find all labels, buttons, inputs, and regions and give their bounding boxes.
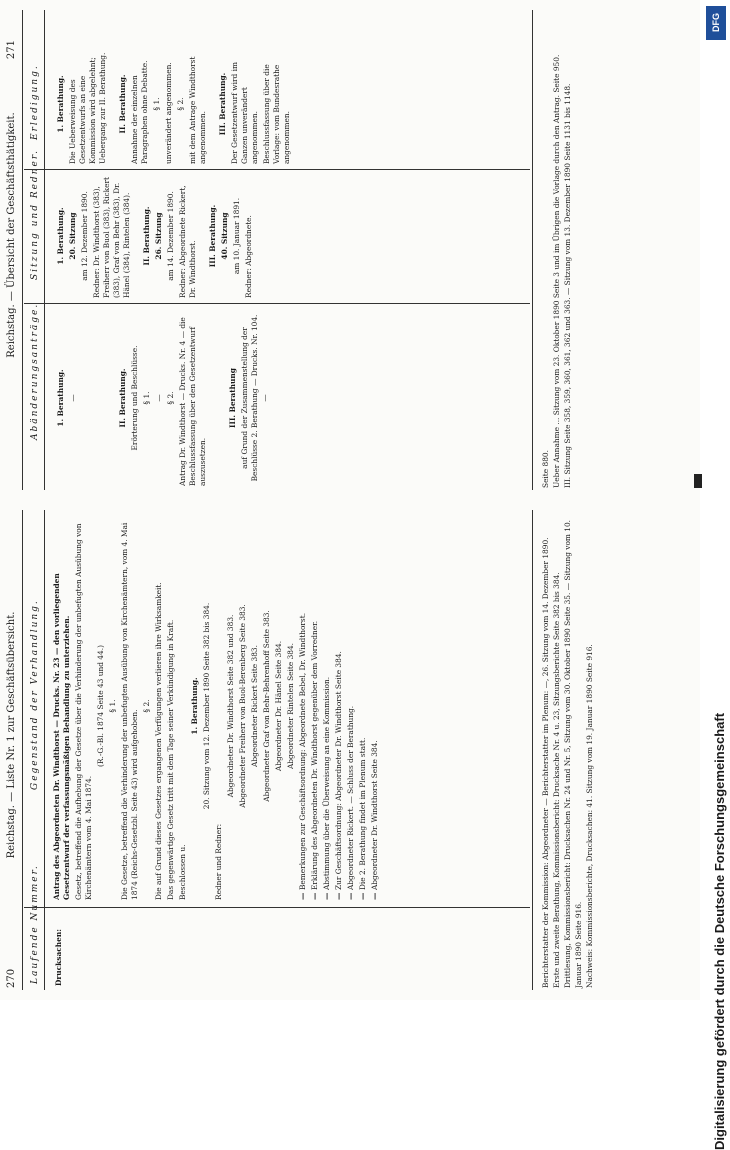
scan-edge-mark — [694, 474, 702, 488]
dash-item: — Bemerkungen zur Geschäftsordnung: Abgeordnete Bebel, Dr. Windthorst. — [298, 612, 307, 900]
speakers: Redner: Dr. Windthorst (383), Freiherr von Buol (383), Rickert (383), Graf von Behr (383), Dr. Hänel (384), Rintelen (384). — [92, 176, 131, 298]
reading-label: III. Berathung. — [208, 204, 217, 268]
speakers-heading: Redner und Redner: — [214, 823, 223, 900]
right-page — [0, 0, 700, 500]
page-number: 270 — [6, 968, 17, 988]
amendments-column — [56, 310, 272, 486]
note-line: III. Sitzung Seite 358, 359, 360, 361, 362 und 363. — Sitzung vom 13. Dezember 1890 Seite 1131 bis 1148. — [563, 83, 572, 488]
dash: — — [68, 394, 77, 402]
resolution-text: mit dem Antrage Windthorst angenommen. — [188, 56, 207, 164]
session-number: 40. Sitzung — [220, 212, 229, 260]
session-column — [56, 174, 256, 298]
bottom-notes — [540, 512, 595, 988]
col-head-session: Sitzung und Redner. — [30, 149, 40, 280]
speaker-line: Abgeordneter Rintelen Seite 384. — [286, 642, 295, 770]
speaker-line: Abgeordneter Dr. Windthorst Seite 382 und 383. — [226, 614, 235, 798]
speaker-line: Abgeordneter Rickert Seite 383. — [250, 645, 259, 767]
reading-label: III. Berathung. — [218, 72, 227, 136]
note-line: Ueber Annahme ... Sitzung vom 23. Oktober 1890 Seite 3 und im Übrigen die Vorlage durch den Antrag. Seite 950. — [552, 54, 561, 488]
resolution-text: Die Ueberweisung des Gesetzentwurfs an eine Kommission wird abgelehnt; Uebergang zur II. Berathung. — [68, 52, 107, 164]
column-divider — [24, 169, 530, 170]
dash-item: — Abgeordneter Dr. Windthorst Seite 384. — [370, 740, 379, 900]
resolution-column — [56, 44, 294, 164]
reading-label: II. Berathung. — [118, 368, 127, 428]
col-head-rule — [44, 510, 45, 990]
speakers: Redner: Abgeordnete. — [244, 215, 253, 298]
speaker-line: Abgeordneter Dr. Hänel Seite 384. — [274, 640, 283, 772]
note-line: Nachweis: Kommissionsberichte, Drucksachen: 41. Sitzung vom 19. Januar 1890 Seite 916. — [585, 644, 594, 988]
amendment-text: auf Grund der Zusammenstellung der Beschlüsse 2. Berathung — Drucks. Nr. 104. — — [240, 314, 269, 482]
left-page — [0, 500, 700, 1000]
speaker-line: Abgeordneter Freiherr von Buol-Berenberg Seite 383. — [238, 604, 247, 808]
dash-item: — Abgeordneter Rickert. — Schluss der Berathung. — [346, 705, 355, 900]
session-number: 26. Sitzung — [154, 212, 163, 260]
reading-label: II. Berathung. — [118, 74, 127, 134]
section-label: § 2. — [176, 97, 185, 111]
section-2: § 2. — [142, 699, 151, 713]
header-rule — [22, 510, 23, 990]
col-head-rule — [44, 10, 45, 490]
speaker-line: Abgeordneter Graf von Behr-Behrenhoff Seite 383. — [262, 610, 271, 802]
in-force-text: Das gegenwärtige Gesetz tritt mit dem Tage seiner Verkündigung in Kraft. — [166, 619, 175, 900]
law-citation: (R.-G.-Bl. 1874 Seite 43 und 44.) — [96, 645, 105, 767]
session-text: 20. Sitzung vom 12. Dezember 1890 Seite 382 bis 384. — [202, 602, 211, 810]
session-date: am 10. Januar 1891. — [232, 197, 241, 275]
dash-item: — Abstimmung über die Überweisung an eine Kommission. — [322, 676, 331, 900]
header-rule — [22, 10, 23, 490]
col-head-resolution: Erledigung. — [30, 64, 40, 140]
dash-item: — Zur Geschäftsordnung: Abgeordneter Dr. Windthorst Seite 384. — [334, 651, 343, 900]
reading-label: III. Berathung — [228, 368, 237, 428]
page-number: 271 — [6, 40, 17, 60]
subject-text — [52, 512, 382, 900]
session-date: am 14. Dezember 1890. — [166, 191, 175, 281]
col-head-subject: Gegenstand der Verhandlung. — [30, 599, 40, 790]
reading-label: 1. Berathung. — [56, 207, 65, 265]
signed-text: Beschlossen u. — [178, 844, 187, 900]
section-label: § 1. — [142, 391, 151, 405]
section-2-text: Die auf Grund dieses Gesetzes ergangenen Verfügungen verlieren ihre Wirksamkeit. — [154, 582, 163, 900]
note-line: Drittlesung, Kommissionsbericht: Drucksachen Nr. 24 und Nr. 5, Sitzung vom 30. Oktober 1890 Seite 35. — Sitzung vom 10. Januar 1890 Seite 916. — [563, 519, 583, 988]
dash-item: — Erklärung des Abgeordneten Dr. Windthorst gegenüber dem Vorredner. — [310, 620, 319, 900]
notes-rule — [532, 10, 533, 490]
dash: — — [154, 394, 163, 402]
reading-label: II. Berathung. — [142, 206, 151, 266]
section-1: § 1. — [108, 699, 117, 713]
reading-note: Erörterung und Beschlüsse. — [130, 345, 139, 451]
resolution-text: Der Gesetzentwurf wird im Ganzen unverändert angenommen. — [230, 62, 259, 164]
motion-paragraph: Antrag des Abgeordneten Dr. Windthorst — Drucks. Nr. 23 — den vorliegenden Gesetzentwurf der verfassungsmäßigen Behandlung zu unterziehen. — [52, 573, 71, 900]
dash-item: — Die 2. Berathung findet im Plenum statt. — [358, 737, 367, 900]
entry-label: Drucksachen: — [54, 929, 63, 986]
section-1-text: Die Gesetze, betreffend die Verhinderung der unbefugten Ausübung von Kirchenämtern, vom 4. Mai 1874 (Reichs-Gesetzbl. Seite 43) wird aufgehoben. — [120, 522, 139, 900]
section-label: § 2. — [166, 391, 175, 405]
session-number: 20. Sitzung — [68, 212, 77, 260]
session-date: am 12. Dezember 1890. — [80, 191, 89, 281]
column-divider — [24, 907, 530, 908]
reading-heading: 1. Berathung. — [190, 677, 199, 735]
bottom-notes — [540, 40, 573, 488]
running-head: Reichstag. — Übersicht der Geschäftsthätigkeit. — [6, 112, 17, 358]
reading-label: 1. Berathung. — [56, 369, 65, 427]
speakers: Redner: Abgeordnete Rickert, Dr. Windthorst. — [178, 185, 197, 298]
resolution-text: Annahme der einzelnen Paragraphen ohne Debatte. — [130, 60, 149, 164]
amendment-text: Antrag Dr. Windthorst — Drucks. Nr. 4 — die Beschlussfassung über den Gesetzentwurf auszusetzen. — [178, 317, 207, 486]
running-head: Reichstag. — Liste Nr. 1 zur Geschäftsübersicht. — [6, 611, 17, 859]
reading-label: 1. Berathung. — [56, 75, 65, 133]
law-title: Gesetz, betreffend die Aufhebung der Gesetze über die Verhinderung der unbefugten Ausübung von Kirchenämtern vom 4. Mai 1874. — [74, 523, 93, 900]
dfg-banner-text: Digitalisierung gefördert durch die Deutsche Forschungsgemeinschaft — [712, 712, 727, 1150]
note-line: Seite 880. — [541, 450, 550, 488]
resolution-text: Beschlussfassung über die Vorlage: vom Bundesrathe angenommen. — [262, 64, 291, 164]
section-label: § 1. — [152, 97, 161, 111]
col-head-amendments: Abänderungsanträge. — [30, 302, 40, 440]
notes-rule — [532, 510, 533, 990]
dfg-logo: DFG — [706, 6, 726, 40]
resolution-text: unverändert angenommen. — [164, 62, 173, 164]
column-divider — [24, 303, 530, 304]
note-line: Erste und zweite Berathung, Kommissionsbericht: Drucksache Nr. 4 u. 23, Sitzungsberichte Seite 382 bis 384. — [552, 572, 561, 988]
note-line: Berichterstatter der Kommission: Abgeordneter — Berichterstatter im Plenum: —, 26. Sitzung vom 14. Dezember 1890. — [541, 537, 550, 988]
col-head-number: Laufende Nummer. — [30, 864, 40, 984]
